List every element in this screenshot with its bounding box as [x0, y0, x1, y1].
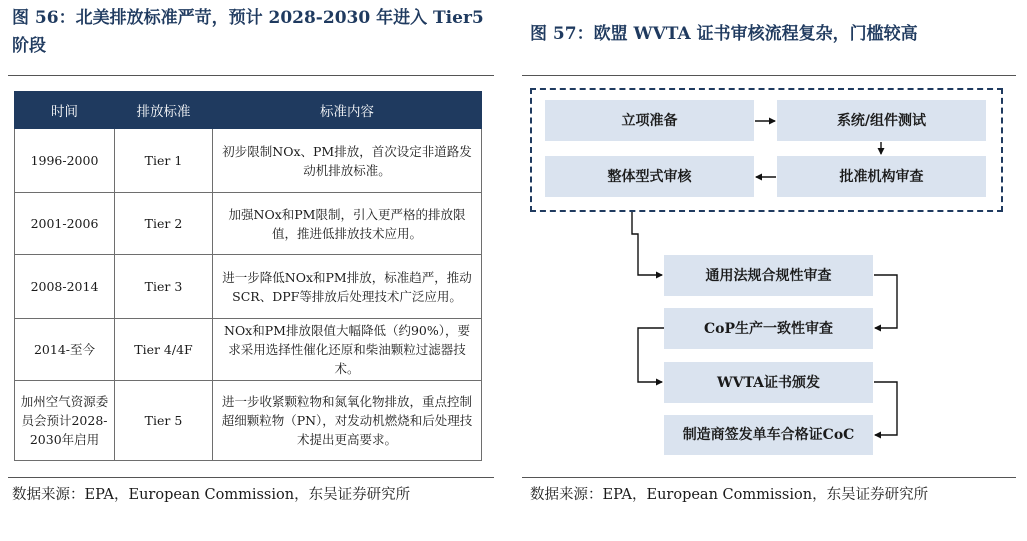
figure-56-title — [12, 4, 492, 60]
arrow-group-to-general — [632, 212, 662, 275]
period-cell: 2014-至今 — [15, 319, 115, 381]
table-header-row — [15, 92, 482, 129]
content-cell: NOx和PM排放限值大幅降低（约90%），要求采用选择性催化还原和柴油颗粒过滤器技术。 — [213, 319, 482, 381]
figure-57-title: 图 57：欧盟 WVTA 证书审核流程复杂，门槛较高 — [530, 24, 918, 44]
flow-step-authority-review: 批准机构审查 — [777, 156, 986, 197]
flow-step-system-testing: 系统/组件测试 — [777, 100, 986, 141]
flow-step-wvta-issuance: WVTA证书颁发 — [664, 362, 873, 403]
figure-56-source: 数据来源：EPA，European Commission，东吴证券研究所 — [12, 487, 411, 503]
left-bottom-rule — [8, 477, 494, 478]
standard-cell: Tier 1 — [115, 129, 213, 193]
standard-cell: Tier 4/4F — [115, 319, 213, 381]
header-content: 标准内容 — [213, 92, 482, 129]
period-cell: 加州空气资源委员会预计2028-2030年启用 — [15, 381, 115, 461]
standard-cell: Tier 3 — [115, 255, 213, 319]
right-top-rule — [522, 75, 1016, 76]
standard-cell: Tier 5 — [115, 381, 213, 461]
content-cell: 进一步收紧颗粒物和氮氧化物排放，重点控制超细颗粒物（PN），对发动机燃烧和后处理技术提出更高要求。 — [213, 381, 482, 461]
flow-step-general-compliance: 通用法规合规性审查 — [664, 255, 873, 296]
standard-cell: Tier 2 — [115, 193, 213, 255]
table-row — [15, 193, 482, 255]
figure-57-source: 数据来源：EPA，European Commission，东吴证券研究所 — [530, 487, 929, 503]
arrow-cop-to-wvta — [638, 328, 664, 382]
flow-step-coc-issuance: 制造商签发单车合格证CoC — [664, 415, 873, 455]
table-row — [15, 255, 482, 319]
right-bottom-rule — [522, 477, 1016, 478]
flow-step-type-review: 整体型式审核 — [545, 156, 754, 197]
period-cell: 2001-2006 — [15, 193, 115, 255]
flow-step-cop-review: CoP生产一致性审查 — [664, 308, 873, 349]
left-top-rule — [8, 75, 494, 76]
table-row — [15, 129, 482, 193]
header-period: 时间 — [15, 92, 115, 129]
arrow-wvta-to-coc — [874, 382, 897, 435]
arrow-general-to-cop — [874, 275, 897, 328]
figure-56-title-line1: 图 56：北美排放标准严苛，预计 2028-2030 年进入 Tier5 — [12, 8, 484, 28]
period-cell: 1996-2000 — [15, 129, 115, 193]
figure-56-title-line2: 阶段 — [12, 36, 46, 56]
period-cell: 2008-2014 — [15, 255, 115, 319]
table-row — [15, 381, 482, 461]
content-cell: 加强NOx和PM限制，引入更严格的排放限值，推进低排放技术应用。 — [213, 193, 482, 255]
table-row — [15, 319, 482, 381]
flow-step-project-prep: 立项准备 — [545, 100, 754, 141]
content-cell: 初步限制NOx、PM排放，首次设定非道路发动机排放标准。 — [213, 129, 482, 193]
emissions-standards-table — [14, 91, 482, 461]
header-standard: 排放标准 — [115, 92, 213, 129]
content-cell: 进一步降低NOx和PM排放，标准趋严，推动SCR、DPF等排放后处理技术广泛应用。 — [213, 255, 482, 319]
